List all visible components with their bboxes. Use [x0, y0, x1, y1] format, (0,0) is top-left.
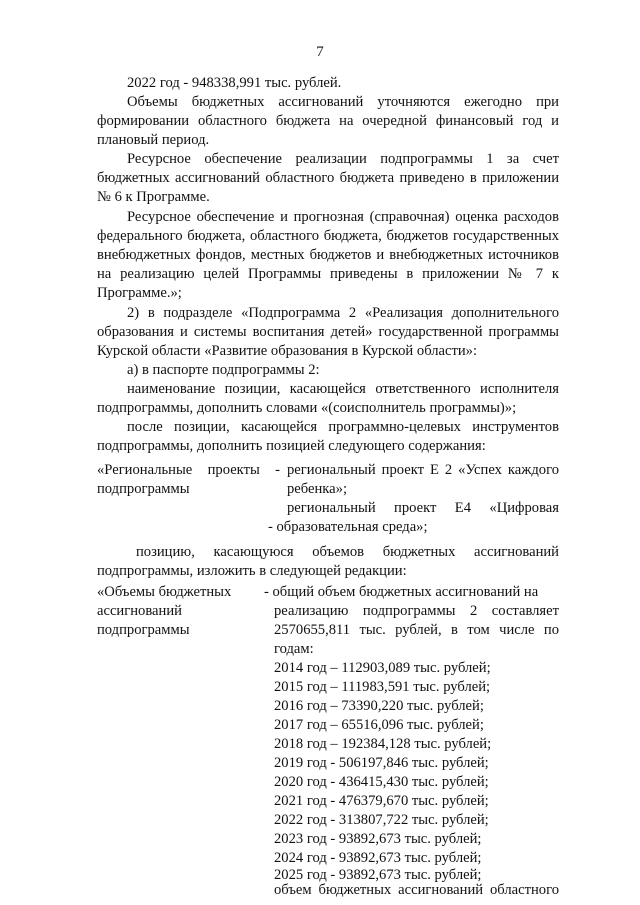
- year-amount: 2017 год – 65516,096 тыс. рублей;: [274, 717, 484, 733]
- year-amount: 2025 год - 93892,673 тыс. рублей;: [274, 867, 482, 883]
- position-label: подпрограммы: [97, 622, 190, 638]
- position-label: «Региональные проекты -: [97, 462, 280, 478]
- year-amount: 2014 год – 112903,089 тыс. рублей;: [274, 660, 491, 676]
- position-label: «Объемы бюджетных: [97, 584, 232, 600]
- text-line: подпрограммы, изложить в следующей редакции:: [97, 563, 407, 579]
- text-line: Объемы бюджетных ассигнований уточняются ежегодно при: [127, 94, 559, 110]
- text-line: Ресурсное обеспечение и прогнозная (справочная) оценка расходов: [127, 209, 559, 225]
- text-line: позицию, касающуюся объемов бюджетных ассигнований: [136, 544, 559, 560]
- text-line: внебюджетных фондов, местных бюджетов и внебюджетных источников: [97, 247, 559, 263]
- position-value: реализацию подпрограммы 2 составляет: [274, 603, 559, 619]
- year-amount: 2021 год - 476379,670 тыс. рублей;: [274, 793, 489, 809]
- position-value: региональный проект Е4 «Цифровая: [287, 500, 559, 516]
- text-line: 2022 год - 948338,991 тыс. рублей.: [127, 75, 342, 91]
- position-label: подпрограммы: [97, 481, 190, 497]
- text-line: Курской области «Развитие образования в Курской области»:: [97, 343, 478, 359]
- position-label: ассигнований: [97, 603, 182, 619]
- text-line: образования и системы воспитания детей» государственной программы: [97, 324, 559, 340]
- text-line: а) в паспорте подпрограммы 2:: [127, 362, 320, 378]
- text-line: плановый период.: [97, 132, 210, 148]
- text-line: № 6 к Программе.: [97, 189, 210, 205]
- year-amount: 2024 год - 93892,673 тыс. рублей;: [274, 850, 482, 866]
- text-line: после позиции, касающейся программно-целевых инструментов: [127, 419, 559, 435]
- text-line: на реализацию целей Программы приведены в приложении № 7 к: [97, 266, 559, 282]
- page-number: 7: [316, 44, 324, 60]
- position-value: региональный проект Е 2 «Успех каждого: [287, 462, 559, 478]
- text-line: 2) в подразделе «Подпрограмма 2 «Реализация дополнительного: [127, 305, 559, 321]
- position-value: - образовательная среда»;: [268, 519, 428, 535]
- text-line: формировании областного бюджета на очередной финансовый год и: [97, 113, 559, 129]
- text-line: Программе.»;: [97, 285, 182, 301]
- position-value: годам:: [274, 641, 314, 657]
- text-line: федерального бюджета, областного бюджета, бюджетов государственных: [97, 228, 559, 244]
- year-amount: 2020 год - 436415,430 тыс. рублей;: [274, 774, 489, 790]
- position-value: 2570655,811 тыс. рублей, в том числе по: [274, 622, 559, 638]
- position-value: объем бюджетных ассигнований областного: [274, 882, 559, 898]
- text-line: Ресурсное обеспечение реализации подпрограммы 1 за счет: [127, 151, 559, 167]
- year-amount: 2022 год - 313807,722 тыс. рублей;: [274, 812, 489, 828]
- year-amount: 2019 год - 506197,846 тыс. рублей;: [274, 755, 489, 771]
- text-line: подпрограммы, дополнить словами «(соисполнитель программы)»;: [97, 400, 517, 416]
- position-value: - общий объем бюджетных ассигнований на: [264, 584, 539, 600]
- year-amount: 2015 год – 111983,591 тыс. рублей;: [274, 679, 491, 695]
- position-value: ребенка»;: [287, 481, 347, 497]
- year-amount: 2023 год - 93892,673 тыс. рублей;: [274, 831, 482, 847]
- text-line: наименование позиции, касающейся ответственного исполнителя: [127, 381, 559, 397]
- text-line: подпрограммы, дополнить позицией следующего содержания:: [97, 438, 486, 454]
- text-line: бюджетных ассигнований областного бюджета приведено в приложении: [97, 170, 559, 186]
- year-amount: 2018 год – 192384,128 тыс. рублей;: [274, 736, 492, 752]
- year-amount: 2016 год – 73390,220 тыс. рублей;: [274, 698, 484, 714]
